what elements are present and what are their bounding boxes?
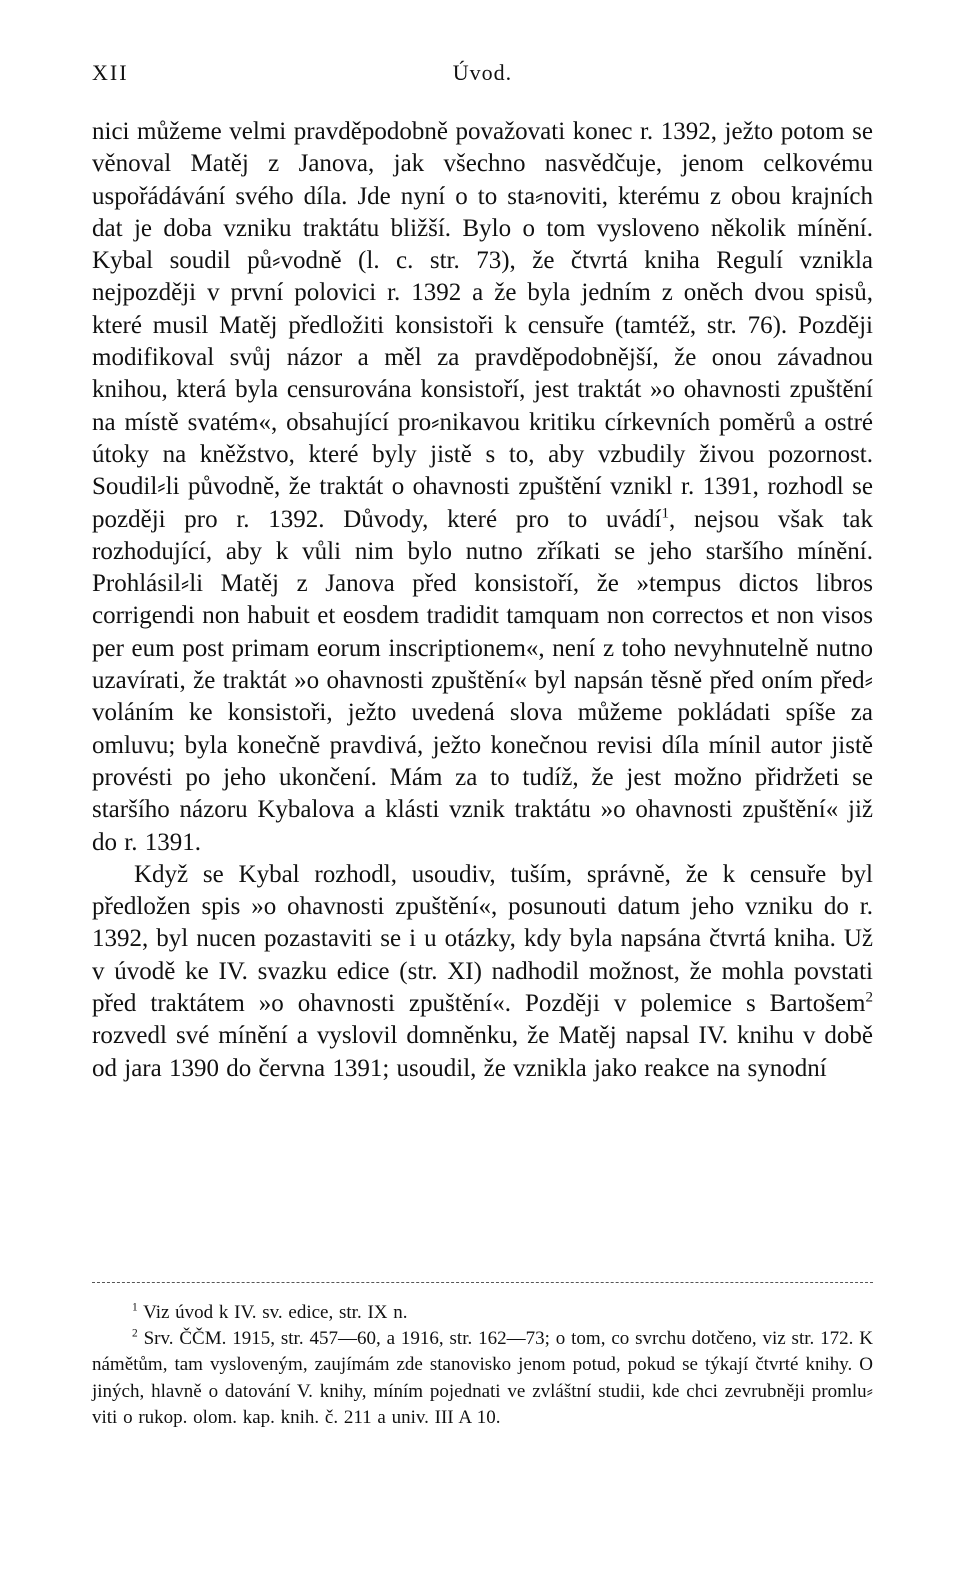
footnote-1 bbox=[92, 1300, 873, 1326]
paragraph-2-continuation: rozvedl své mínění a vyslovil domněnku, že Matěj napsal IV. knihu v době od jara 1390 do června 1391; usoudil, že vznikla jako reakce na synodní bbox=[92, 1022, 873, 1082]
main-text bbox=[92, 116, 873, 1085]
footnote-1-text: Viz úvod k IV. sv. edice, str. IX n. bbox=[137, 1302, 408, 1323]
page-number: XII bbox=[92, 60, 129, 85]
paragraph-1 bbox=[92, 116, 873, 859]
footnote-divider bbox=[92, 1282, 873, 1283]
paragraph-2-text: Když se Kybal rozhodl, usoudiv, tuším, správně, že k censuře byl předložen spis »o ohavnosti zpuštění«, posunouti datum jeho vzniku do r. 1392, byl nucen pozastaviti se i u otázky, kdy byla napsána čtvrtá kniha. Už v úvodě ke IV. svazku edice (str. XI) nadhodil možnost, že mohla povstati před traktátem »o ohavnosti zpuštění«. Později v polemice s Bartošem bbox=[92, 860, 873, 1018]
footnote-reference-2: 2 bbox=[865, 989, 873, 1006]
paragraph-1-continuation: , nejsou však tak rozhodující, aby k vůli nim bylo nutno zříkati se jeho staršího mínění. Prohlásil⸗li Matěj z Janova před konsistoří, že »tempus dictos libros corrigendi non habuit et eosdem tradidit tamquam non correctos et non visos per eum post primam eorum inscriptionem«, není z toho nevyhnutelně nutno uzavírati, že traktát »o ohavnosti zpuštění« byl napsán těsně před oním před⸗voláním ke konsistoři, ježto uvedená slova můžeme pokládati spíše za omluvu; byla konečně pravdivá, ježto konečnou revisi díla mínil autor jistě provésti po jeho ukončení. Mám za to tudíž, že jest možno přidržeti se staršího názoru Kybalova a klásti vznik traktátu »o ohavnosti zpuštění« již do r. 1391. bbox=[92, 505, 873, 856]
footnote-1-marker: 1 bbox=[132, 1301, 138, 1314]
footnote-2-marker: 2 bbox=[132, 1327, 138, 1340]
footnotes bbox=[92, 1300, 873, 1431]
footnote-2 bbox=[92, 1326, 873, 1431]
footnote-2-text: Srv. ČČM. 1915, str. 457—60, a 1916, str. 162—73; o tom, co svrchu dotčeno, viz str. 172. K námětům, tam vysloveným, zaujímám zde stanovisko jenom potud, pokud se týkají čtvrté knihy. O jiných, hlavně o datování V. knihy, míním pojednati ve zvláštní studii, kde chci zevrubněji promlu⸗viti o rukop. olom. kap. knih. č. 211 a univ. III A 10. bbox=[92, 1328, 873, 1428]
paragraph-1-text: nici můžeme velmi pravděpodobně považovati konec r. 1392, ježto potom se věnoval Matěj z Janova, jak všechno nasvědčuje, jenom celkovému uspořádávání svého díla. Jde nyní o to sta⸗noviti, kterému z obou krajních dat je doba vzniku traktátu bližší. Bylo o tom vysloveno několik mínění. Kybal soudil pů⸗vodně (l. c. str. 73), že čtvrtá kniha Regulí vznikla nejpozději v první polovici r. 1392 a že byla jedním z oněch dvou spisů, které musil Matěj předložiti konsistoři k censuře (tamtéž, str. 76). Později modifikoval svůj názor a měl za pravděpodobnější, že onou závadnou knihou, která byla censurována konsistoří, jest traktát »o ohavnosti zpuštění na místě svatém«, obsahující pro⸗nikavou kritiku církevních poměrů a ostré útoky na kněžstvo, které byly jistě s to, aby vzbudily živou pozornost. Soudil⸗li původně, že traktát o ohavnosti zpuštění vznikl r. 1391, rozhodl se později pro r. 1392. Důvody, které pro to uvádí bbox=[92, 118, 873, 533]
page-header bbox=[92, 60, 873, 96]
running-title: Úvod. bbox=[452, 60, 513, 85]
paragraph-2 bbox=[92, 859, 873, 1085]
footnote-reference-1: 1 bbox=[661, 505, 669, 522]
